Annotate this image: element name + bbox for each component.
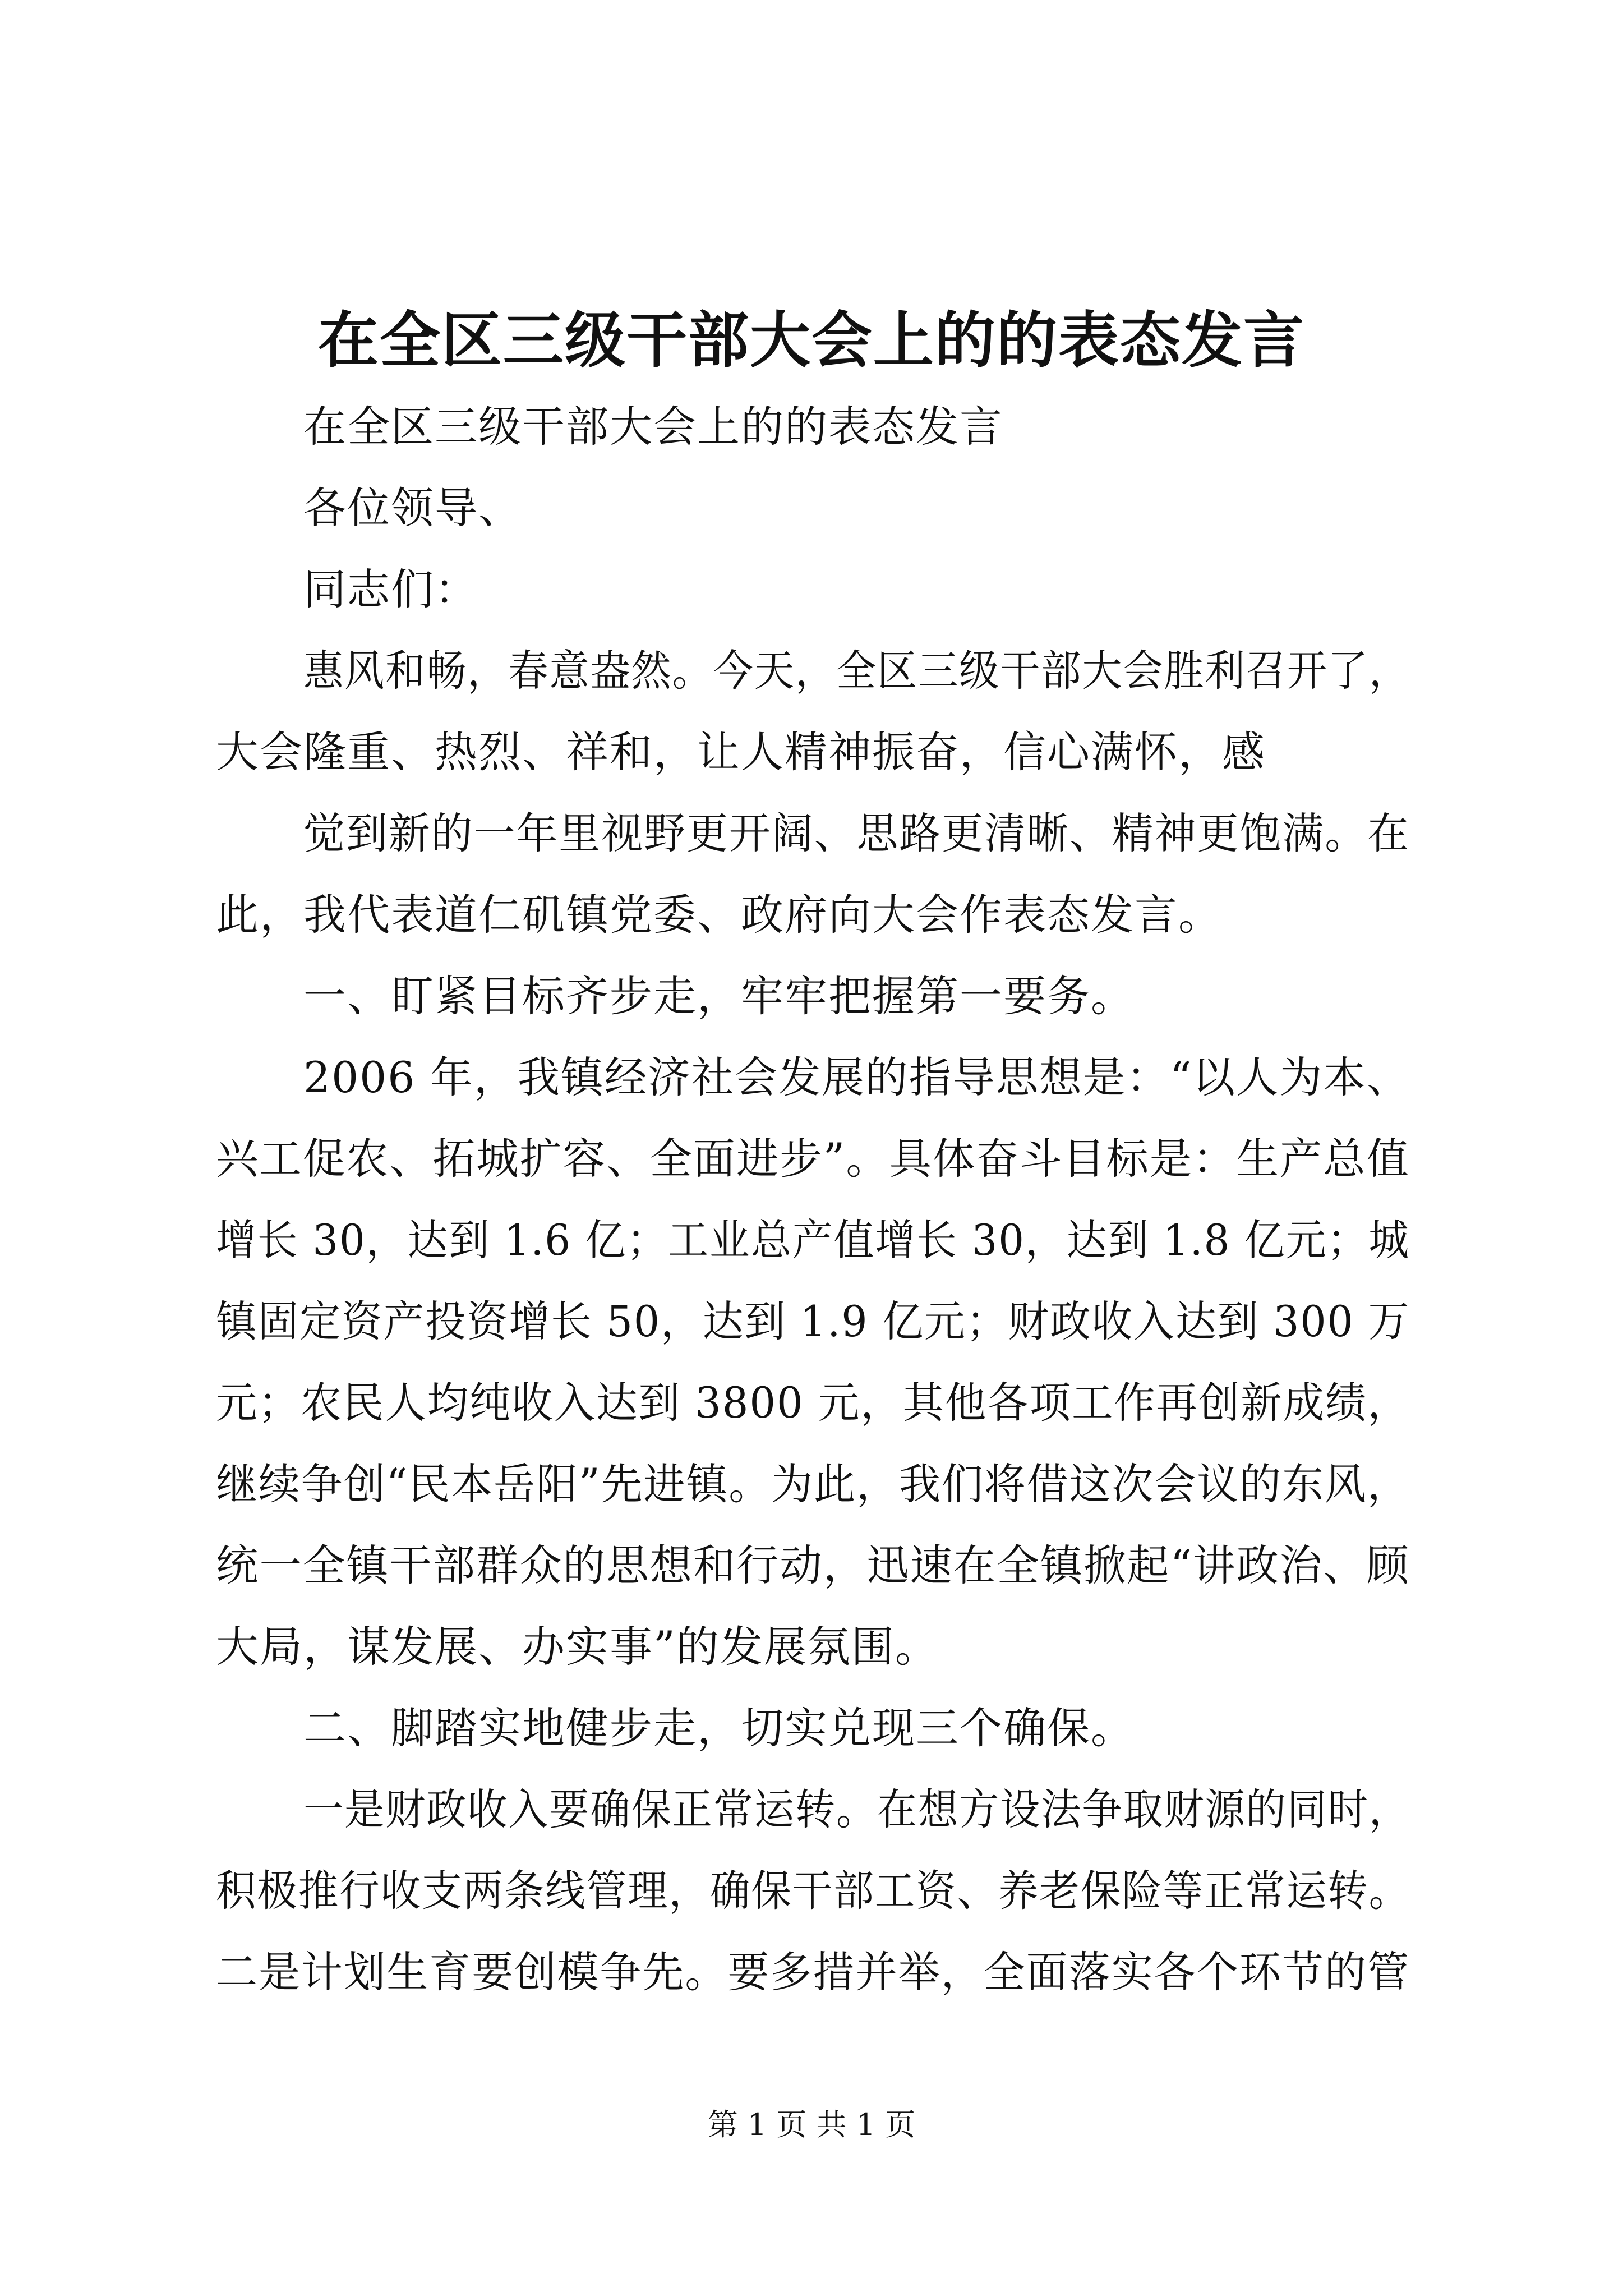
section-heading: 一、盯紧目标齐步走，牢牢把握第一要务。 — [303, 971, 1135, 1021]
body-line: 继续争创“民本岳阳”先进镇。为此，我们将借这次会议的东风， — [216, 1459, 1410, 1509]
section-heading: 二、脚踏实地健步走，切实兑现三个确保。 — [303, 1703, 1135, 1753]
body-line: 大会隆重、热烈、祥和，让人精神振奋，信心满怀，感 — [216, 727, 1266, 777]
body-line: 元；农民人均纯收入达到 3800 元，其他各项工作再创新成绩， — [216, 1378, 1410, 1428]
body-line: 此，我代表道仁矶镇党委、政府向大会作表态发言。 — [216, 890, 1222, 940]
salutation-line: 各位领导、 — [303, 483, 522, 533]
body-line: 积极推行收支两条线管理，确保干部工资、养老保险等正常运转。 — [216, 1866, 1410, 1916]
body-line: 统一全镇干部群众的思想和行动，迅速在全镇掀起“讲政治、顾 — [216, 1540, 1410, 1590]
salutation-line: 同志们： — [303, 564, 478, 614]
body-line: 一是财政收入要确保正常运转。在想方设法争取财源的同时， — [303, 1784, 1410, 1834]
body-line: 兴工促农、拓城扩容、全面进步”。具体奋斗目标是：生产总值 — [216, 1134, 1410, 1184]
subtitle-line: 在全区三级干部大会上的的表态发言 — [303, 402, 1003, 452]
page-footer: 第 1 页 共 1 页 — [707, 2107, 916, 2142]
body-line: 觉到新的一年里视野更开阔、思路更清晰、精神更饱满。在 — [303, 808, 1410, 858]
body-line: 二是计划生育要创模争先。要多措并举，全面落实各个环节的管 — [216, 1947, 1410, 1997]
body-line: 2006 年，我镇经济社会发展的指导思想是：“以人为本、 — [303, 1052, 1410, 1102]
body-line: 惠风和畅，春意盎然。今天，全区三级干部大会胜利召开了， — [303, 646, 1410, 696]
body-line: 增长 30，达到 1.6 亿；工业总产值增长 30，达到 1.8 亿元；城 — [216, 1215, 1410, 1265]
body-line: 镇固定资产投资增长 50，达到 1.9 亿元；财政收入达到 300 万 — [216, 1296, 1410, 1346]
body-line: 大局，谋发展、办实事”的发展氛围。 — [216, 1622, 939, 1672]
document-title: 在全区三级干部大会上的的表态发言 — [317, 305, 1305, 376]
